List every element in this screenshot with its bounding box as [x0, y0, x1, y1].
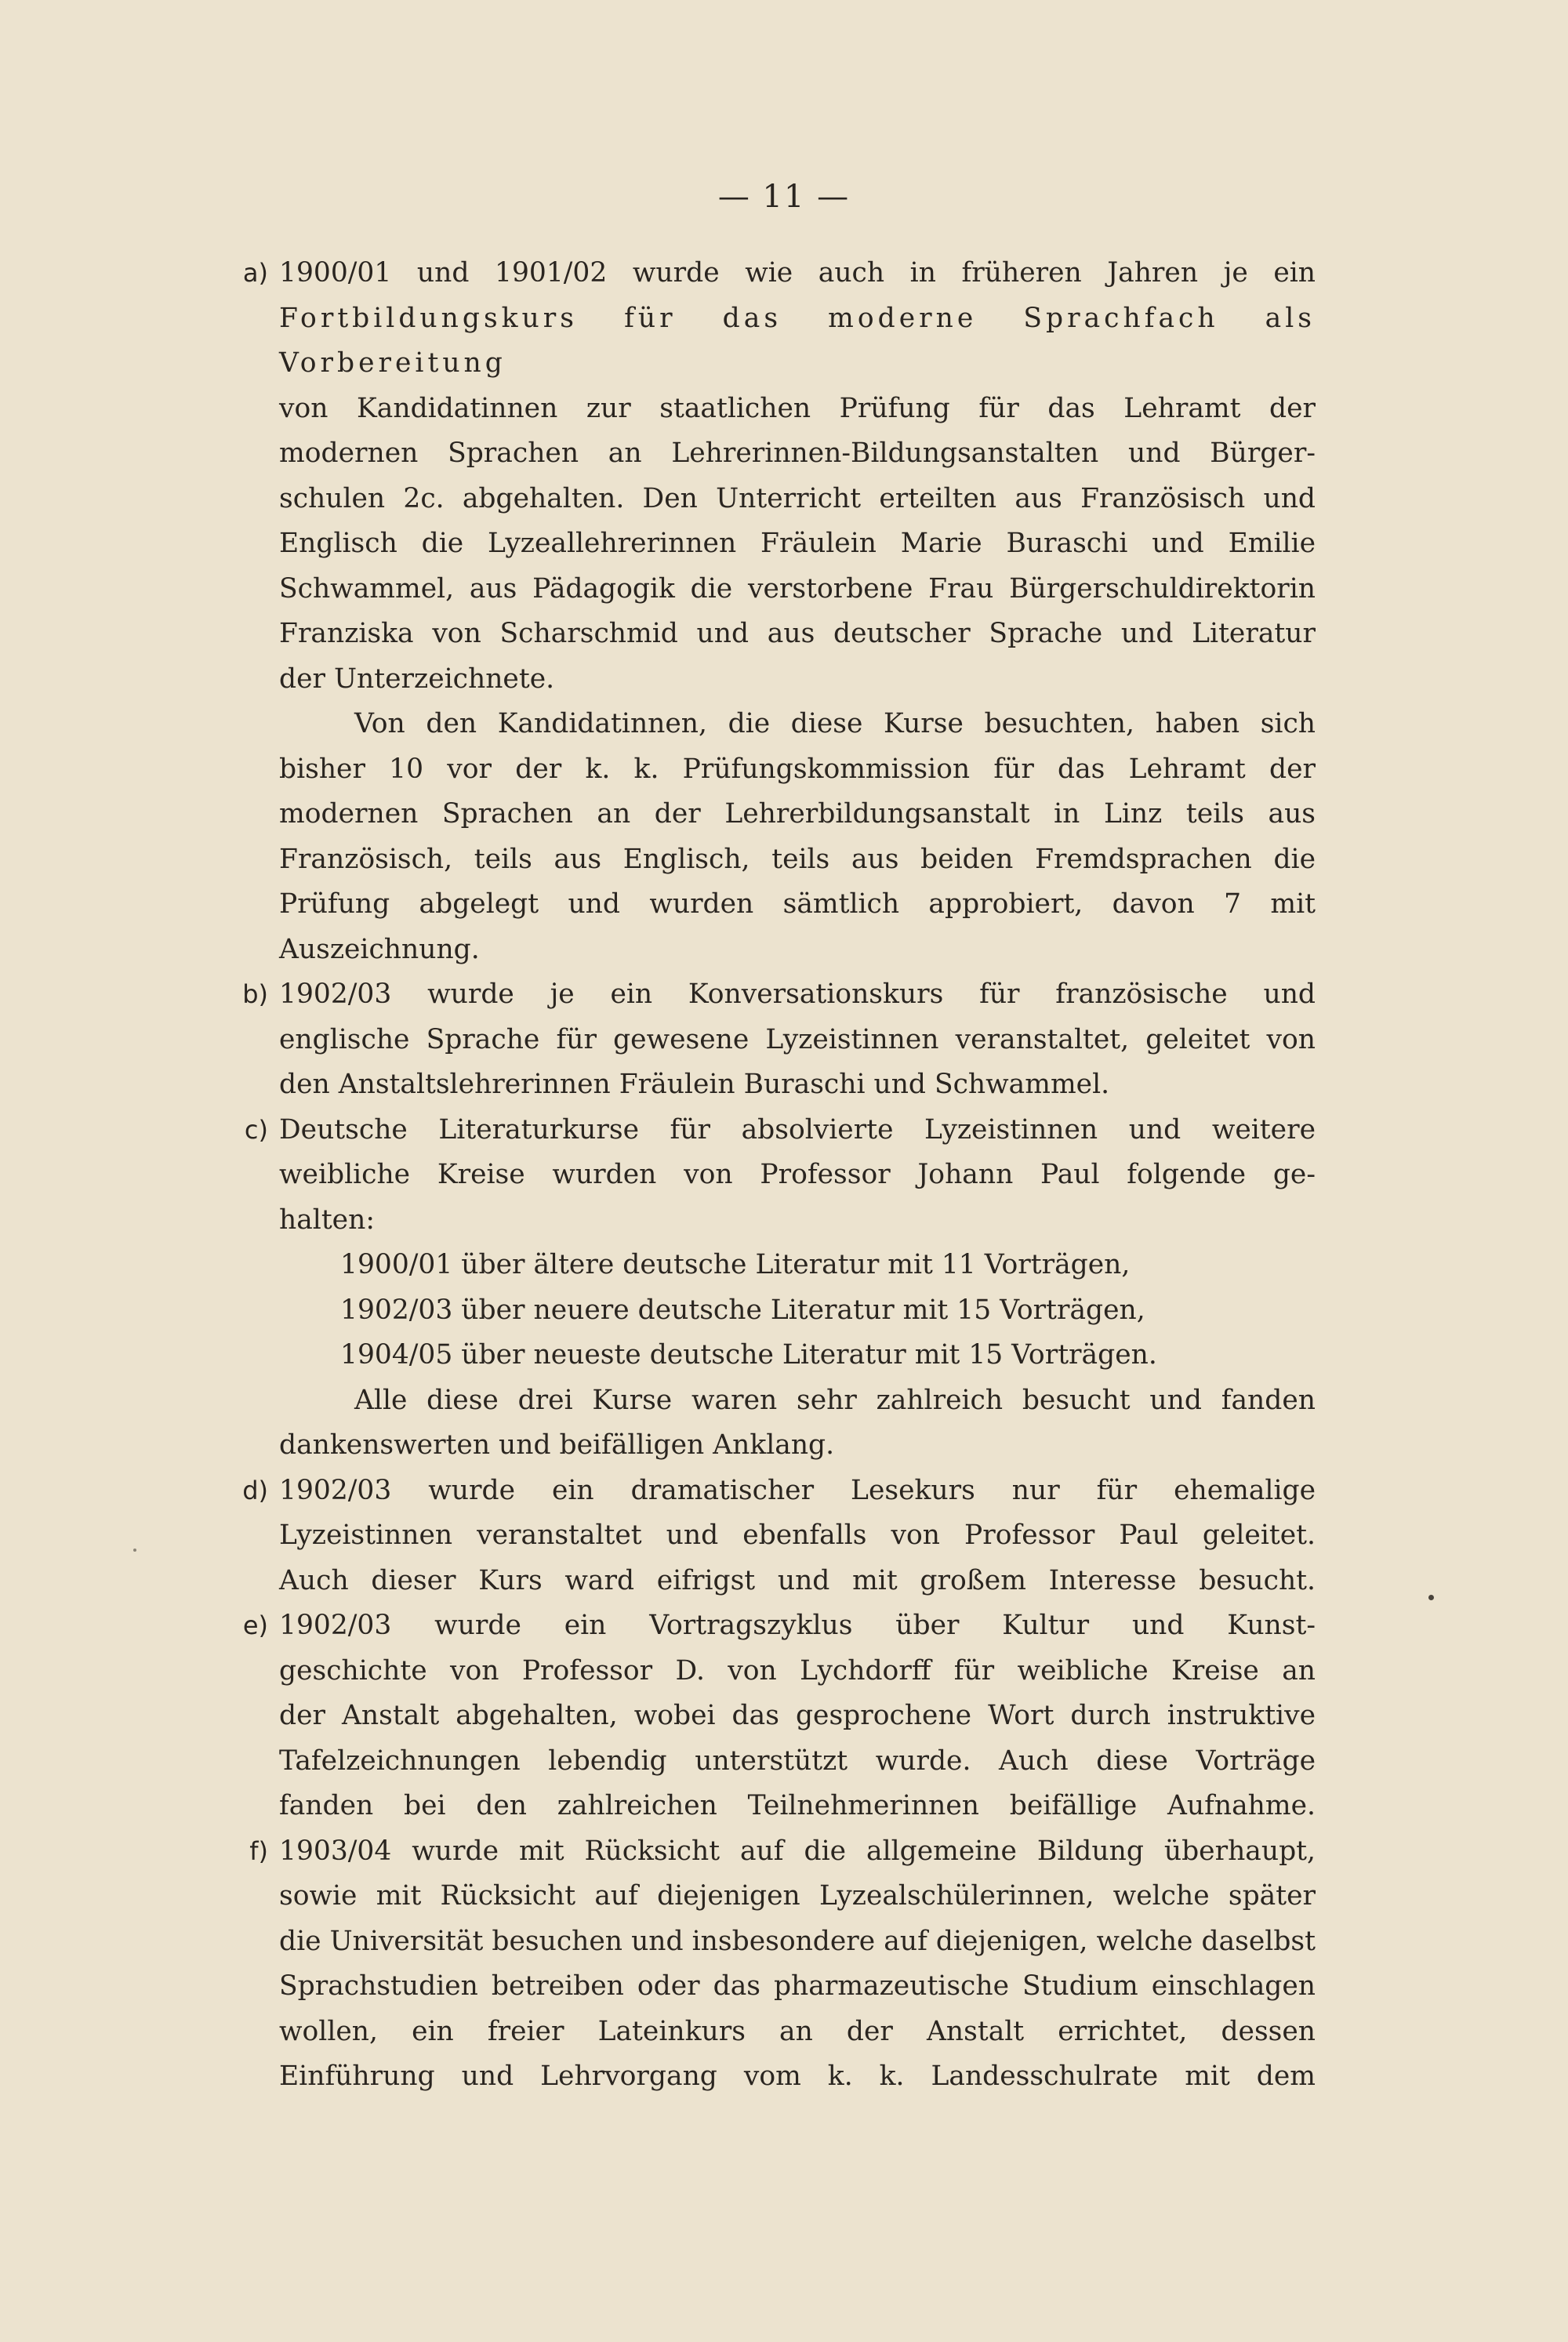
text-line: Franziska von Scharschmid und aus deutscher Sprache und Literatur: [279, 618, 1316, 649]
text-line: Alle diese drei Kurse waren sehr zahlreich besucht und fanden: [354, 1384, 1316, 1416]
paper-speck: [133, 1549, 136, 1552]
text-line: Tafelzeichnungen lebendig unterstützt wurde. Auch diese Vorträge: [279, 1745, 1316, 1777]
text-line: modernen Sprachen an der Lehrerbildungsanstalt in Linz teils aus: [279, 798, 1316, 830]
text-line: der Anstalt abgehalten, wobei das gesprochene Wort durch instruktive: [279, 1700, 1316, 1731]
entry-d: [218, 1469, 1316, 1604]
body-text: [218, 251, 1316, 2100]
entry-marker: c): [244, 1114, 268, 1145]
text-line: Lyzeistinnen veranstaltet und ebenfalls von Professor Paul geleitet.: [279, 1520, 1316, 1551]
text-line: Sprachstudien betreiben oder das pharmazeutische Studium einschlagen: [279, 1970, 1316, 2002]
entry-marker: a): [242, 258, 268, 288]
text-line: fanden bei den zahlreichen Teilnehmerinnen beifällige Aufnahme.: [279, 1790, 1316, 1821]
entry-f: [218, 1829, 1316, 2100]
text-line: halten:: [279, 1204, 375, 1236]
text-line: Schwammel, aus Pädagogik die verstorbene Frau Bürgerschuldirektorin: [279, 572, 1316, 605]
text-line: geschichte von Professor D. von Lychdorff für weibliche Kreise an: [279, 1654, 1316, 1687]
text-line: von Kandidatinnen zur staatlichen Prüfung für das Lehramt der: [279, 392, 1316, 424]
text-line: bisher 10 vor der k. k. Prüfungskommission für das Lehramt der: [279, 753, 1316, 785]
text-line: englische Sprache für gewesene Lyzeistinnen veranstaltet, geleitet von: [279, 1023, 1316, 1055]
entry-c: [218, 1108, 1316, 1469]
text-line: 1900/01 und 1901/02 wurde wie auch in früheren Jahren je ein: [279, 257, 1316, 289]
text-line: Deutsche Literaturkurse für absolvierte Lyzeistinnen und weitere: [279, 1113, 1316, 1146]
text-line: Auszeichnung.: [279, 933, 480, 965]
text-line: dankenswerten und beifälligen Anklang.: [279, 1429, 835, 1461]
text-line: schulen 2c. abgehalten. Den Unterricht erteilten aus Französisch und: [279, 482, 1316, 514]
text-line: Auch dieser Kurs ward eifrigst und mit großem Interesse besucht.: [279, 1564, 1316, 1596]
text-line: modernen Sprachen an Lehrerinnen-Bildungsanstalten und Bürger-: [279, 438, 1316, 469]
text-line: Prüfung abgelegt und wurden sämtlich approbiert, davon 7 mit: [279, 888, 1316, 920]
entry-marker: e): [242, 1610, 268, 1640]
course-line: 1904/05 über neueste deutsche Literatur mit 15 Vorträgen.: [340, 1339, 1157, 1371]
entry-b: [218, 972, 1316, 1108]
entry-marker: b): [242, 979, 268, 1009]
text-line: Französisch, teils aus Englisch, teils aus beiden Fremdsprachen die: [279, 843, 1316, 875]
entry-marker: f): [249, 1835, 268, 1866]
text-line: 1902/03 wurde ein Vortragszyklus über Kultur und Kunst-: [279, 1610, 1316, 1641]
text-line: Englisch die Lyzeallehrerinnen Fräulein Marie Buraschi und Emilie: [279, 528, 1316, 559]
entry-marker: d): [242, 1475, 268, 1505]
entry-a: [218, 251, 1316, 972]
text-line: weibliche Kreise wurden von Professor Johann Paul folgende ge-: [279, 1159, 1316, 1190]
course-line: 1902/03 über neuere deutsche Literatur mit 15 Vorträgen,: [340, 1294, 1145, 1326]
entry-e: [218, 1603, 1316, 1829]
text-line: sowie mit Rücksicht auf diejenigen Lyzealschülerinnen, welche später: [279, 1880, 1316, 1912]
text-line: Fortbildungskurs für das moderne Sprachfach als Vorbereitung: [279, 302, 1316, 379]
text-line: wollen, ein freier Lateinkurs an der Anstalt errichtet, dessen: [279, 2015, 1316, 2047]
text-line: 1902/03 wurde je ein Konversationskurs für französische und: [279, 979, 1316, 1010]
text-line: 1902/03 wurde ein dramatischer Lesekurs nur für ehemalige: [279, 1474, 1316, 1506]
course-line: 1900/01 über ältere deutsche Literatur mit 11 Vorträgen,: [340, 1249, 1131, 1280]
paper-speck: [1428, 1595, 1434, 1600]
text-line: Von den Kandidatinnen, die diese Kurse besuchten, haben sich: [354, 708, 1316, 739]
text-line: die Universität besuchen und insbesondere auf diejenigen, welche daselbst: [279, 1925, 1316, 1957]
text-line: der Unterzeichnete.: [279, 663, 555, 695]
page-number: — 11 —: [717, 179, 851, 215]
text-line: Einführung und Lehrvorgang vom k. k. Landesschulrate mit dem: [279, 2061, 1316, 2092]
text-line: den Anstaltslehrerinnen Fräulein Buraschi und Schwammel.: [279, 1069, 1110, 1100]
text-line: 1903/04 wurde mit Rücksicht auf die allgemeine Bildung überhaupt,: [279, 1835, 1316, 1867]
